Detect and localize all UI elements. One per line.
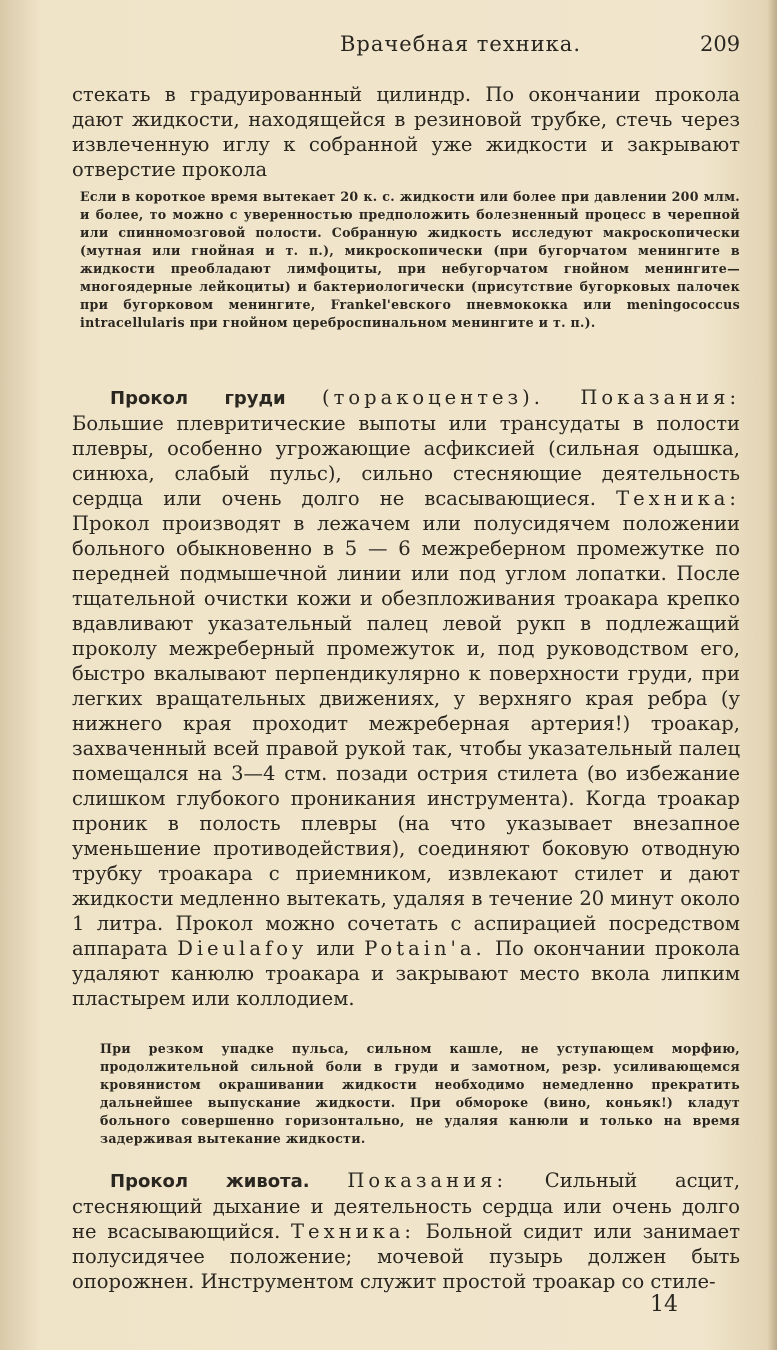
label-indications: Показания: <box>580 386 741 409</box>
note-paragraph-warnings: При резком упадке пульса, сильном кашле, не уступающем морфию, продолжительной сильной боли в груди и замотном, резр. усиливающемся кровянистом окрашивании жидкости необходимо немедленно прекратить дальнейшее выпускание жидкости. При обмороке (вино, коньяк!) кладут больного совершенно горизонтально, не удаляя канюли и только на время задерживая вытекание жидкости. <box>100 1041 740 1146</box>
text-technique: Прокол производят в лежачем или полусидячем положении больного обыкновенно в 5 — 6 межреберном промежутке по передней подмышечной линии или под углом лопатки. После тщательной очистки кожи и обезпложивания троакара крепко вдавливают указательный палец левой рукп в подлежащий проколу межреберный промежуток и, под руководством его, быстро вкалывают перпендикулярно к поверхности груди, при легких вращательных движениях, у верхняго края ребра (у нижнего края проходит межреберная артерия!) троакар, захваченный всей правой рукой так, чтобы указательный палец помещался на 3—4 стм. позади острия стилета (во избежание слишком глубокого проникания инструмента). Когда троакар проник в полость плевры (на что указывает внезапное уменьшение противодействия), соединяют боковую отводную трубку троакара с приемником, извлекают стилет и дают жидкости медленно вытекать, удаляя в течение 20 минут около 1 литра. Прокол можно сочетать с аспирацией посредством аппарата <box>72 512 740 960</box>
text-technique-2: Больной сидит или занимает полусидячее положение; мочевой пузырь должен быть опорожнен. Инструментом служит простой троакар со стиле- <box>72 1220 741 1293</box>
text-closing: По окончании прокола удаляют канюлю троакара и закрывают место вкола липким пластырем или коллодием. <box>72 937 741 1010</box>
text-indications-2: Сильный асцит, стесняющий дыхание и деятельность сердца или очень долго не всасывающийся. <box>72 1169 741 1243</box>
paragraph-continuation: стекать в градуированный цилиндр. По окончании прокола дают жидкости, находящейся в резиновой трубке, стечь через извлеченную иглу к собранной уже жидкости и закрывают отверстие прокола <box>72 83 740 181</box>
word-or: или <box>316 937 355 960</box>
page-number: 209 <box>700 32 741 56</box>
paragraph-thoracentesis <box>72 385 740 1011</box>
heading-paracentesis: Прокол живота. <box>110 1171 310 1192</box>
running-title: Врачебная техника. <box>340 32 581 56</box>
heading-thoracentesis: Прокол груди <box>110 388 286 409</box>
signature-mark: 14 <box>650 1292 678 1317</box>
name-dieulafoy: Dieulafoy <box>177 937 307 960</box>
name-potain: Potain'a. <box>364 937 486 960</box>
label-indications-2: Показания: <box>347 1169 508 1192</box>
paragraph-paracentesis <box>72 1168 740 1294</box>
note-paragraph-csf: Если в короткое время вытекает 20 к. с. жидкости или более при давлении 200 млм. и более, то можно с уверенностью предположить болезненный процесс в черепной или спинномозговой полости. Собранную жидкость исследуют макроскопически (мутная или гнойная и т. п.), микроскопически (при бугорчатом менингите в жидкости преобладают лимфоциты, при небугорчатом гнойном менингите—многоядерные лейкоциты) и бактериологически (присутствие бугорковых палочек при бугорковом менингите, Frankel'евского пневмококка или meningococcus intracellularis при гнойном цереброспинальном менингите и т. п.). <box>80 189 740 330</box>
text-indications: Большие плевритические выпоты или трансудаты в полости плевры, особенно угрожающие асфиксией (сильная одышка, синюха, слабый пульс), сильно стесняющие деятельность сердца или очень долго не всасывающиеся. <box>72 412 740 510</box>
page-edge-shadow <box>767 0 777 1350</box>
label-technique-2: Техника: <box>291 1220 415 1243</box>
term-thoracentesis: (торакоцентез). <box>321 386 544 409</box>
running-head <box>0 32 777 62</box>
label-technique: Техника: <box>616 487 740 510</box>
